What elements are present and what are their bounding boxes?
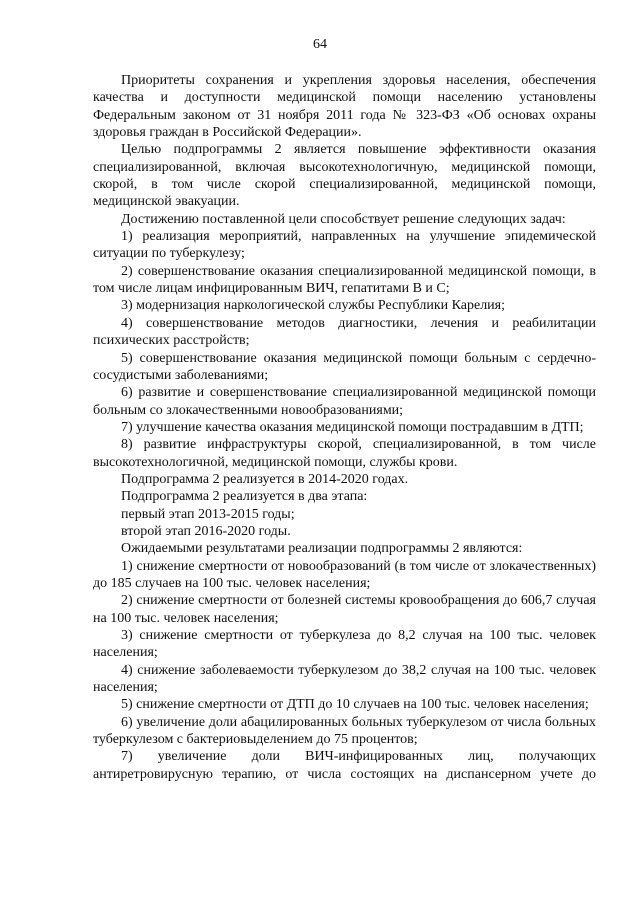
result-item-6: 6) увеличение доли абацилированных больных туберкулезом от числа больных туберкулезом с бактериовыделением до 75 процентов; bbox=[93, 714, 596, 748]
task-item-2: 2) совершенствование оказания специализированной медицинской помощи, в том числе лицам инфицированным ВИЧ, гепатитами В и С; bbox=[93, 263, 596, 297]
result-item-5: 5) снижение смертности от ДТП до 10 случаев на 100 тыс. человек населения; bbox=[121, 697, 589, 713]
page-number: 64 bbox=[313, 37, 327, 52]
task-item-7: 7) улучшение качества оказания медицинской помощи пострадавшим в ДТП; bbox=[121, 419, 584, 435]
result-item-1: 1) снижение смертности от новообразований (в том числе от злокачественных) до 185 случаев на 100 тыс. человек населения; bbox=[93, 558, 596, 591]
result-item-2: 2) снижение смертности от болезней системы кровообращения до 606,7 случая на 100 тыс. человек населения; bbox=[93, 593, 596, 626]
result-item-7: 7) увеличение доли ВИЧ-инфицированных лиц, получающих антиретровирусную терапию, от числа состоящих на диспансерном учете до bbox=[93, 749, 596, 782]
document-body bbox=[93, 72, 596, 783]
task-item-3: 3) модернизация наркологической службы Республики Карелия; bbox=[121, 298, 505, 314]
paragraph-period: Подпрограмма 2 реализуется в 2014-2020 годах. bbox=[121, 471, 409, 487]
stage-item-2: второй этап 2016-2020 годы. bbox=[121, 523, 291, 539]
paragraph-stages-intro: Подпрограмма 2 реализуется в два этапа: bbox=[121, 489, 368, 505]
stage-item-1: первый этап 2013-2015 годы; bbox=[121, 506, 295, 522]
result-item-4: 4) снижение заболеваемости туберкулезом до 38,2 случая на 100 тыс. человек населения; bbox=[93, 662, 596, 696]
task-item-6: 6) развитие и совершенствование специализированной медицинской помощи больным со злокачественными новообразованиями; bbox=[93, 385, 596, 418]
paragraph-priorities: Приоритеты сохранения и укрепления здоровья населения, обеспечения качества и доступности медицинской помощи населению установлены Федеральным законом от 31 ноября 2011 года № 323-ФЗ «Об основах охраны здоровья граждан в Российской Федерации». bbox=[93, 73, 596, 141]
task-item-1: 1) реализация мероприятий, направленных на улучшение эпидемической ситуации по туберкулезу; bbox=[93, 229, 596, 262]
task-item-8: 8) развитие инфраструктуры скорой, специализированной, в том числе высокотехнологичной, медицинской помощи, службы крови. bbox=[93, 437, 596, 470]
task-item-5: 5) совершенствование оказания медицинской помощи больным с сердечно-сосудистыми заболеваниями; bbox=[93, 350, 596, 383]
paragraph-tasks-intro: Достижению поставленной цели способствует решение следующих задач: bbox=[121, 211, 566, 227]
result-item-3: 3) снижение смертности от туберкулеза до 8,2 случая на 100 тыс. человек населения; bbox=[93, 628, 596, 661]
task-item-4: 4) совершенствование методов диагностики, лечения и реабилитации психических расстройств; bbox=[93, 315, 596, 349]
paragraph-results-intro: Ожидаемыми результатами реализации подпрограммы 2 являются: bbox=[121, 541, 523, 557]
paragraph-goal: Целью подпрограммы 2 является повышение эффективности оказания специализированной, включая высокотехнологичную, медицинской помощи, скорой, в том числе скорой специализированной, медицинской помощи, медицинской эвакуации. bbox=[93, 142, 596, 210]
